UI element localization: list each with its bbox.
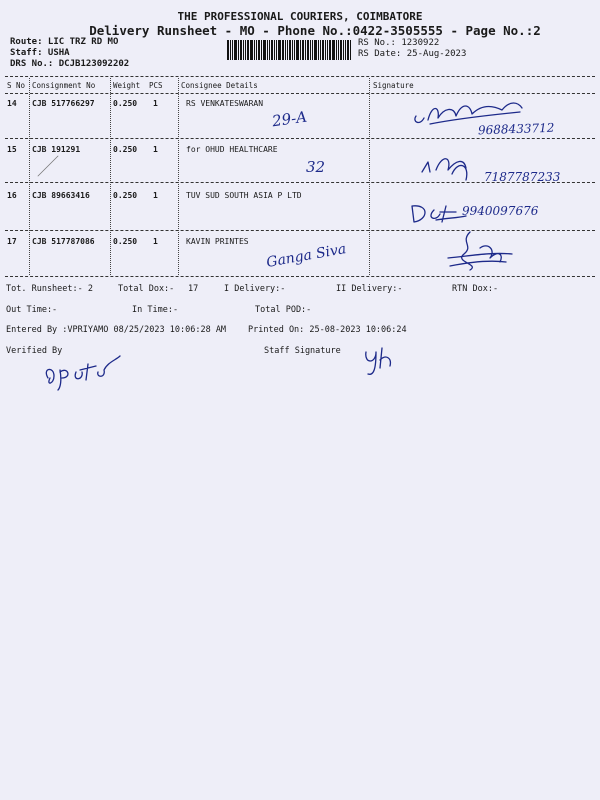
- row-consignee: TUV SUD SOUTH ASIA P LTD: [186, 191, 302, 200]
- barcode-bar: [343, 40, 344, 60]
- barcode-bar: [278, 40, 281, 60]
- row-consignee: KAVIN PRINTES: [186, 237, 249, 246]
- i-delivery: I Delivery:-: [224, 284, 286, 294]
- barcode: [227, 40, 355, 60]
- barcode-bar: [271, 40, 273, 60]
- column-divider: [369, 78, 370, 275]
- barcode-bar: [261, 40, 262, 60]
- handwritten-phone: 7187787233: [484, 170, 561, 184]
- handwritten-door-number: 29-A: [270, 107, 309, 131]
- barcode-bar: [318, 40, 319, 60]
- barcode-bar: [238, 40, 239, 60]
- barcode-bar: [243, 40, 244, 60]
- barcode-bar: [289, 40, 291, 60]
- barcode-bar: [274, 40, 275, 60]
- printed-on: Printed On: 25-08-2023 10:06:24: [248, 325, 407, 335]
- barcode-bar: [254, 40, 255, 60]
- row-pcs: 1: [153, 237, 158, 246]
- barcode-bar: [296, 40, 299, 60]
- col-consignment: Consignment No: [32, 81, 96, 90]
- barcode-bar: [276, 40, 277, 60]
- table-top-rule: [5, 76, 595, 77]
- barcode-bar: [320, 40, 321, 60]
- barcode-bar: [347, 40, 349, 60]
- in-time: In Time:-: [132, 305, 179, 315]
- barcode-bar: [269, 40, 270, 60]
- barcode-bar: [336, 40, 337, 60]
- barcode-bar: [325, 40, 326, 60]
- row-sno: 14: [7, 99, 17, 108]
- row-consignment: CJB 191291: [32, 145, 81, 154]
- barcode-bar: [256, 40, 257, 60]
- barcode-bar: [263, 40, 266, 60]
- barcode-bar: [234, 40, 237, 60]
- handwritten-phone: 9940097676: [462, 204, 539, 218]
- barcode-bar: [250, 40, 253, 60]
- barcode-bar: [312, 40, 313, 60]
- handwritten-phone: 9688433712: [477, 120, 555, 138]
- rs-date: RS Date: 25-Aug-2023: [358, 49, 467, 59]
- row-weight: 0.250: [113, 99, 138, 108]
- barcode-bar: [267, 40, 268, 60]
- total-dox-label: Total Dox:-: [118, 284, 175, 294]
- row-weight: 0.250: [113, 191, 138, 200]
- verified-by-label: Verified By: [6, 346, 63, 356]
- barcode-bar: [294, 40, 295, 60]
- barcode-bar: [292, 40, 293, 60]
- company-title: THE PROFESSIONAL COURIERS, COIMBATORE: [177, 10, 423, 23]
- row-sno: 16: [7, 191, 17, 200]
- drs-number: DRS No.: DCJB123092202: [10, 59, 130, 69]
- handwritten-door-number: 32: [306, 158, 326, 176]
- row-consignment: CJB 89663416: [32, 191, 90, 200]
- barcode-bar: [310, 40, 311, 60]
- barcode-bar: [258, 40, 260, 60]
- barcode-bar: [282, 40, 284, 60]
- barcode-bar: [287, 40, 288, 60]
- column-divider: [110, 78, 111, 275]
- header-bottom-rule: [5, 93, 595, 94]
- barcode-bar: [307, 40, 309, 60]
- row-weight: 0.250: [113, 237, 138, 246]
- receiver-signature: [440, 228, 520, 274]
- barcode-bar: [329, 40, 331, 60]
- total-runsheet: Tot. Runsheet:- 2: [6, 284, 93, 294]
- entered-by: Entered By :VPRIYAMO 08/25/2023 10:06:28 AM: [6, 325, 227, 335]
- row-weight: 0.250: [113, 145, 138, 154]
- receiver-signature: [418, 150, 488, 184]
- row-divider: [5, 138, 595, 139]
- total-dox-value: 17: [188, 284, 199, 294]
- barcode-bar: [332, 40, 335, 60]
- barcode-bar: [305, 40, 306, 60]
- row-sno: 15: [7, 145, 17, 154]
- barcode-bar: [300, 40, 301, 60]
- row-pcs: 1: [153, 191, 158, 200]
- staff-signature-label: Staff Signature: [264, 346, 341, 356]
- runsheet-heading: Delivery Runsheet - MO - Phone No.:0422-3505555 - Page No.:2: [89, 23, 541, 38]
- col-pcs: PCS: [149, 81, 163, 90]
- route-label: Route: LIC TRZ RD MO: [10, 37, 119, 47]
- rtn-dox: RTN Dox:-: [452, 284, 499, 294]
- barcode-bar: [322, 40, 324, 60]
- row-pcs: 1: [153, 145, 158, 154]
- barcode-bar: [340, 40, 342, 60]
- barcode-bar: [345, 40, 346, 60]
- row-consignment: CJB 517787086: [32, 237, 95, 246]
- out-time: Out Time:-: [6, 305, 58, 315]
- barcode-bar: [285, 40, 286, 60]
- row-pcs: 1: [153, 99, 158, 108]
- barcode-bar: [314, 40, 317, 60]
- col-consignee: Consignee Details: [181, 81, 258, 90]
- ii-delivery: II Delivery:-: [336, 284, 403, 294]
- table-bottom-rule: [5, 276, 595, 277]
- pen-stroke-mark: [28, 152, 68, 182]
- barcode-bar: [240, 40, 242, 60]
- barcode-bar: [338, 40, 339, 60]
- row-consignee: RS VENKATESWARAN: [186, 99, 264, 108]
- row-consignee: for OHUD HEALTHCARE: [186, 145, 278, 154]
- barcode-bar: [247, 40, 249, 60]
- barcode-bar: [245, 40, 246, 60]
- barcode-bar: [327, 40, 328, 60]
- rs-number: RS No.: 1230922: [358, 38, 440, 48]
- verifier-signature: [40, 352, 130, 392]
- col-sno: S No: [7, 81, 26, 90]
- staff-signature: [360, 344, 410, 378]
- total-pod: Total POD:-: [255, 305, 312, 315]
- row-consignment: CJB 517766297: [32, 99, 95, 108]
- barcode-bar: [350, 40, 351, 60]
- barcode-bar: [230, 40, 231, 60]
- barcode-bar: [232, 40, 233, 60]
- barcode-bar: [302, 40, 304, 60]
- handwritten-receiver-name: Ganga Siva: [265, 241, 348, 271]
- barcode-bar: [227, 40, 229, 60]
- column-divider: [178, 78, 179, 275]
- col-weight: Weight: [113, 81, 141, 90]
- row-sno: 17: [7, 237, 17, 246]
- staff-label: Staff: USHA: [10, 48, 70, 58]
- col-signature: Signature: [373, 81, 414, 90]
